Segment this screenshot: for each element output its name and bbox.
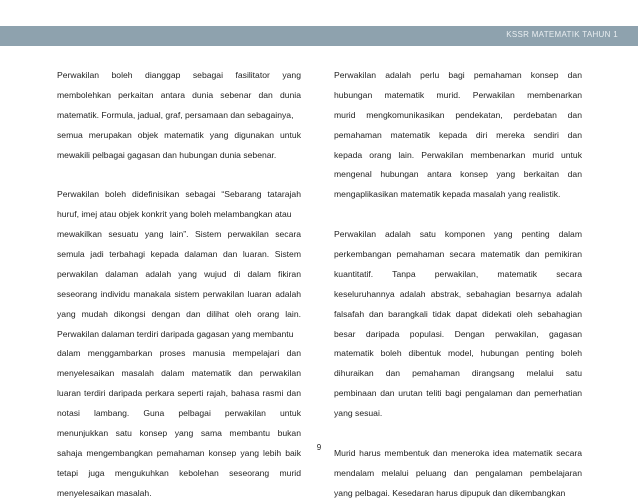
text-line: pemahaman matematik kepada diri mereka sendiri dan [334, 129, 582, 140]
text-line: mewakili pelbagai gagasan dan hubungan dunia sebenar. [57, 149, 277, 160]
text-line: huruf, imej atau objek konkrit yang boleh melambangkan atau [57, 209, 292, 220]
text-line: membolehkan perkaitan antara dunia sebenar dan dunia [57, 89, 301, 100]
text-line: yang mudah dikongsi dengan dan dilihat oleh orang lain. [57, 308, 301, 319]
paragraph-gap [334, 424, 582, 444]
text-line: semua merupakan objek matematik yang digunakan untuk [57, 129, 301, 140]
text-line: keseluruhannya adalah abstrak, sebahagian besarnya adalah [334, 288, 582, 299]
text-line: matematik boleh dibentuk model, hubungan penting boleh [334, 348, 582, 359]
text-line: menunjukkan satu konsep yang sama membantu bukan [57, 428, 301, 439]
text-line: Perwakilan boleh dianggap sebagai fasilitator yang [57, 70, 301, 80]
text-line: semula jadi terbahagi kepada dalaman dan luaran. Sistem [57, 249, 301, 260]
left-column [57, 66, 301, 504]
text-line: mengenal hubungan antara konsep yang berkaitan dan [334, 169, 582, 180]
text-line: mendalam melalui peluang dan pengalaman pembelajaran [334, 467, 582, 478]
text-line: pembinaan dan urutan teliti bagi pengalaman dan pemerhatian [334, 388, 582, 399]
text-line: perwakilan dalaman adalah yang wujud di dalam fikiran [57, 268, 301, 279]
text-line: matematik. Formula, jadual, graf, persamaan dan sebagainya, [57, 109, 294, 120]
text-line: Perwakilan boleh didefinisikan sebagai “Sebarang tatarajah [57, 189, 301, 200]
text-line: yang sesuai. [334, 408, 383, 419]
text-line: menyelesaikan masalah dalam matematik dan perwakilan [57, 368, 301, 379]
text-line: kepada orang lain. Perwakilan membenarkan murid untuk [334, 149, 582, 160]
text-line: dihuraikan dan pemahaman dirangsang melalui satu [334, 368, 582, 379]
paragraph-gap [57, 165, 301, 185]
text-line: menyelesaikan masalah. [57, 487, 152, 498]
text-line: yang pelbagai. Kesedaran harus dipupuk dan dikembangkan [334, 487, 566, 498]
text-line: hubungan matematik murid. Perwakilan membenarkan [334, 89, 582, 100]
text-line: luaran terdiri daripada perkara seperti rajah, bahasa rasmi dan [57, 388, 301, 399]
text-line: sahaja mengembangkan pemahaman konsep yang lebih baik [57, 447, 301, 458]
header-band [0, 26, 638, 46]
text-line: Murid harus membentuk dan meneroka idea matematik secara [334, 447, 582, 458]
paragraph-gap [334, 205, 582, 225]
text-line: Perwakilan adalah perlu bagi pemahaman konsep dan [334, 70, 582, 80]
right-paragraph-1 [334, 66, 582, 205]
header-title: KSSR MATEMATIK TAHUN 1 [506, 30, 618, 39]
left-paragraph-2 [57, 185, 301, 503]
text-line: perkembangan pemahaman secara matematik dan pemikiran [334, 249, 582, 260]
right-paragraph-2 [334, 225, 582, 424]
text-line: dalam menggambarkan proses manusia mempelajari dan [57, 348, 301, 359]
text-line: kuantitatif. Tanpa perwakilan, matematik secara [334, 268, 582, 279]
text-line: murid mengkomunikasikan pendekatan, perdebatan dan [334, 109, 582, 120]
right-paragraph-3 [334, 444, 582, 504]
right-column [334, 66, 582, 504]
page-number: 9 [316, 443, 322, 452]
text-line: Perwakilan dalaman terdiri daripada gagasan yang membantu [57, 328, 294, 339]
left-paragraph-1 [57, 66, 301, 165]
text-line: seseorang individu manakala sistem perwakilan luaran adalah [57, 288, 301, 299]
text-line: mewakilkan sesuatu yang lain”. Sistem perwakilan secara [57, 229, 301, 240]
text-line: mengaplikasikan matematik kepada masalah yang realistik. [334, 189, 561, 200]
text-line: tetapi juga mengukuhkan kebolehan seseorang murid [57, 467, 301, 478]
text-line: falsafah dan barangkali tidak dapat didekati oleh sebahagian [334, 308, 582, 319]
text-line: notasi lambang. Guna pelbagai perwakilan untuk [57, 408, 301, 419]
text-line: Perwakilan adalah satu komponen yang penting dalam [334, 229, 582, 240]
text-line: besar daripada populasi. Dengan perwakilan, gagasan [334, 328, 582, 339]
